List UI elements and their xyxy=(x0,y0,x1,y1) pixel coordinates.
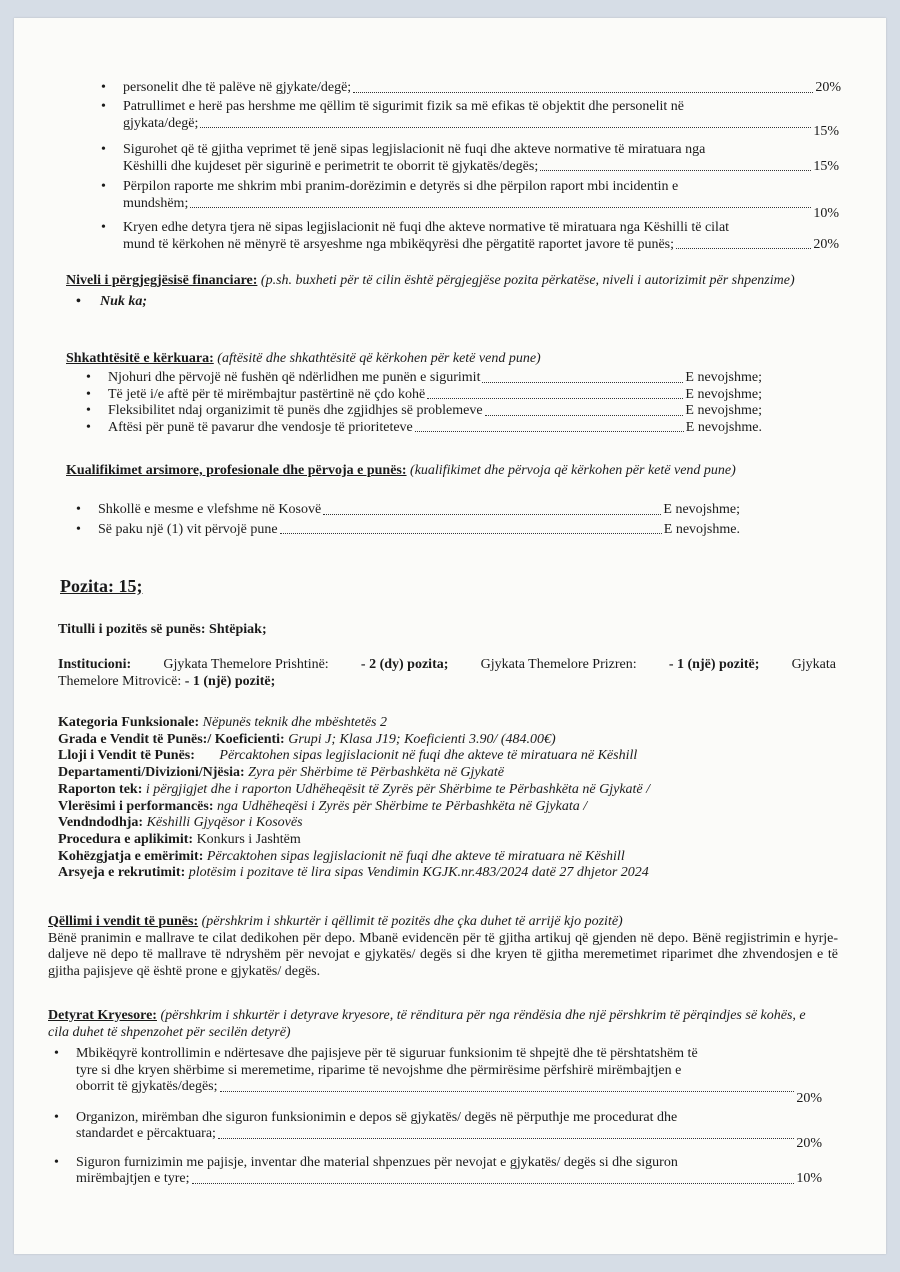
detail-label: Raporton tek: xyxy=(58,781,143,797)
dot-leader xyxy=(415,431,684,432)
requirement: E nevojshme; xyxy=(685,370,762,385)
skills-section xyxy=(66,351,806,367)
detail-value: Përcaktohen sipas legjislacionit në fuqi dhe akteve të miratuara në Këshill xyxy=(219,748,638,764)
list-item xyxy=(123,142,839,175)
purpose-section xyxy=(48,914,838,980)
list-item-line xyxy=(98,502,740,519)
dot-leader xyxy=(323,514,661,515)
detail-row xyxy=(58,799,818,816)
detail-row xyxy=(58,865,818,882)
list-item-text: • Fleksibilitet ndaj organizimit të punës dhe zgjidhjes së problemeve xyxy=(108,403,483,418)
institution-count-1: - 2 (dy) pozita; xyxy=(360,657,449,672)
list-item xyxy=(108,420,762,437)
job-title: Titulli i pozitës së punës: Shtëpiak; xyxy=(58,622,267,637)
percentage: 20% xyxy=(796,1091,822,1106)
institution-court-2: Gjykata Themelore Prizren: xyxy=(480,657,637,672)
duties-list xyxy=(76,1046,822,1188)
list-item-text: standardet e përcaktuara; xyxy=(76,1126,216,1141)
qualifications-section xyxy=(66,463,856,479)
detail-label: Kategoria Funksionale: xyxy=(58,715,200,730)
list-item-text: • Siguron furnizimin me pajisje, inventar dhe material shpenzues për nevojat e gjykatës/ degës si dhe siguron xyxy=(76,1154,678,1170)
institution-line-1 xyxy=(58,656,836,673)
list-item xyxy=(98,522,740,539)
list-item-text: mund të kërkohen në mënyrë të arsyeshme nga mbikëqyrësi dhe përgatitë raportet javore të punës; xyxy=(123,236,674,252)
list-item xyxy=(123,99,839,139)
percentage: 10% xyxy=(796,1171,822,1186)
top-duties-list xyxy=(123,80,841,97)
list-item-line xyxy=(76,1171,822,1188)
list-item-line xyxy=(108,403,762,420)
section-note: (aftësitë dhe shkathtësitë që kërkohen për ketë vend pune) xyxy=(217,351,541,366)
section-heading: Qëllimi i vendit të punës: xyxy=(48,914,199,929)
list-item-text: oborrit të gjykatës/degës; xyxy=(76,1079,218,1094)
section-note: (përshkrim i shkurtër i qëllimit të pozitës dhe çka duhet të arrijë kjo pozitë) xyxy=(201,914,623,929)
percentage: 20% xyxy=(813,236,839,252)
list-item xyxy=(76,1109,822,1151)
section-note: (p.sh. buxheti për të cilin është përgjegjëse pozita përkatëse, niveli i autorizimit për shpenzime) xyxy=(260,273,795,288)
detail-label: Arsyeja e rekrutimit: xyxy=(58,865,186,881)
dot-leader xyxy=(218,1138,794,1139)
duties-section xyxy=(48,1008,808,1041)
position-title: Pozita: 15; xyxy=(60,576,143,596)
percentage: 15% xyxy=(813,158,839,174)
list-item-line xyxy=(123,237,839,254)
list-item-line xyxy=(108,370,762,387)
list-item-line xyxy=(108,420,762,437)
detail-label: Vlerësimi i performancës: xyxy=(58,798,214,814)
dot-leader xyxy=(192,1183,795,1184)
list-item-text: • Shkollë e mesme e vlefshme në Kosovë xyxy=(98,502,322,517)
list-item xyxy=(98,502,740,519)
list-item-text: • personelit dhe të palëve në gjykate/degë; xyxy=(123,80,352,95)
list-item-text: • Aftësi për punë të pavarur dhe vendosje të prioriteteve xyxy=(108,419,413,435)
percentage: 20% xyxy=(815,80,841,95)
section-note: (kualifikimet dhe përvoja që kërkohen për ketë vend pune) xyxy=(410,463,736,478)
dot-leader xyxy=(485,415,684,416)
detail-value: Nëpunës teknik dhe mbështetës 2 xyxy=(202,715,387,730)
dot-leader xyxy=(676,248,811,249)
list-item-text: • Të jetë i/e aftë për të mirëmbajtur pastërtinë në çdo kohë xyxy=(108,386,426,402)
list-item xyxy=(76,1155,822,1188)
list-item-line xyxy=(123,159,839,176)
list-item-text: • Kryen edhe detyra tjera në sipas legjislacionit në fuqi dhe akteve normative të miratuara nga Këshilli të cilat xyxy=(123,220,730,235)
list-item-text: • Sigurohet që të gjitha veprimet të jenë sipas legjislacionit në fuqi dhe akteve normative të miratuara nga xyxy=(123,142,706,157)
detail-value: plotësim i pozitave të lira sipas Vendimin KGJK.nr.483/2024 datë 27 dhjetor 2024 xyxy=(188,865,649,881)
list-item-line xyxy=(98,522,740,539)
dot-leader xyxy=(353,92,813,93)
detail-label: Procedura e aplikimit: xyxy=(58,831,194,847)
document-body xyxy=(14,18,886,1254)
list-item-text: tyre si dhe kryen shërbime si meremetime, riparime të nevojshme dhe përmirësime përfshirë mirëmbajtjen e xyxy=(76,1062,682,1078)
position-details xyxy=(58,715,818,882)
list-item-text: • Përpilon raporte me shkrim mbi pranim-dorëzimin e detyrës si dhe përpilon raport mbi incidentin e xyxy=(123,179,679,194)
list-item xyxy=(123,179,839,221)
institution-court-3-cont: Themelore Mitrovicë: xyxy=(58,674,182,689)
financial-section xyxy=(66,273,846,310)
institution xyxy=(58,656,836,690)
percentage: 15% xyxy=(813,123,839,139)
list-item-text: Këshilli dhe kujdeset për sigurinë e perimetrit te oborrit të gjykatës/degës; xyxy=(123,158,539,174)
list-item-line xyxy=(108,387,762,404)
detail-value: Zyra për Shërbime të Përbashkëta në Gjykatë xyxy=(248,765,504,781)
list-item-line xyxy=(76,1079,822,1106)
list-item-text: mundshëm; xyxy=(123,195,189,211)
dot-leader xyxy=(482,382,683,383)
institution-count-2: - 1 (një) pozitë; xyxy=(668,657,760,672)
percentage: 10% xyxy=(813,205,839,221)
financial-item-text: Nuk ka; xyxy=(100,294,148,309)
list-item xyxy=(108,370,762,387)
list-item-text: • Mbikëqyrë kontrollimin e ndërtesave dhe pajisjeve për të siguruar funksionim të shpejtë dhe të përshtatshëm të xyxy=(76,1046,698,1061)
qualifications-list xyxy=(98,502,740,538)
list-item-text: • Patrullimet e herë pas hershme me qëllim të sigurimit fizik sa më efikas të objektit dhe personelit në xyxy=(123,99,685,114)
section-heading: Detyrat Kryesore: xyxy=(48,1008,157,1023)
list-item-text: • Organizon, mirëmban dhe siguron funksionimin e depos së gjykatës/ degës në përputhje me procedurat dhe xyxy=(76,1109,678,1125)
purpose-text: Bënë pranimin e mallrave te cilat dedikohen për depo. Mbanë evidencën për të gjitha artikuj që gjenden në depo. Bënë regjistrimin e hyrje-daljeve në depo të mallrave të ndryshëm për nevojat e gjykatës/ degës si dhe kryen të gjitha meremetimet riparimet dhe zhvendosjen e të gjitha pajisjeve që është prone e gjykatës/ degës. xyxy=(48,930,838,979)
detail-value: nga Udhëheqësi i Zyrës për Shërbime te Përbashkëta në Gjykata / xyxy=(217,798,588,814)
list-item-text: • Njohuri dhe përvojë në fushën që ndërlidhen me punën e sigurimit xyxy=(108,370,481,385)
dot-leader xyxy=(280,533,662,534)
list-item xyxy=(123,220,839,253)
requirement: E nevojshme. xyxy=(663,521,740,537)
detail-row xyxy=(58,765,818,782)
detail-label: Vendndodhja: xyxy=(58,815,144,831)
list-item xyxy=(76,1046,822,1106)
detail-row xyxy=(58,832,818,849)
institution-line-2 xyxy=(58,673,836,690)
financial-item xyxy=(66,294,846,310)
requirement: E nevojshme; xyxy=(663,502,740,517)
section-heading: Shkathtësitë e kërkuara: xyxy=(66,351,214,366)
requirement: E nevojshme; xyxy=(685,403,762,418)
list-item-line xyxy=(76,1126,822,1151)
section-note: (përshkrim i shkurtër i detyrave kryesore, të rënditura për nga rëndësia dhe një përshkrim të përqindjes së kohës, e cila duhet të shpenzohet për secilën detyrë) xyxy=(48,1008,806,1040)
list-item-text: • Së paku një (1) vit përvojë pune xyxy=(98,521,278,537)
dot-leader xyxy=(200,127,811,128)
dot-leader xyxy=(427,398,683,399)
skills-list xyxy=(108,370,762,436)
dot-leader xyxy=(220,1091,795,1092)
detail-label: Departamenti/Divizioni/Njësia: xyxy=(58,765,245,781)
percentage: 20% xyxy=(796,1136,822,1151)
institution-court-3: Gjykata xyxy=(791,657,836,672)
top-duties-bullets xyxy=(123,99,839,253)
dot-leader xyxy=(190,207,811,208)
detail-value: Përcaktohen sipas legjislacionit në fuqi dhe akteve të miratuara në Këshill xyxy=(206,848,625,864)
detail-value: Grupi J; Klasa J19; Koeficienti 3.90/ (484.00€) xyxy=(288,731,556,747)
list-item-line xyxy=(123,80,841,97)
list-item xyxy=(108,387,762,404)
section-heading: Niveli i përgjegjësisë financiare: xyxy=(66,273,258,288)
detail-row xyxy=(58,715,818,732)
detail-row xyxy=(58,815,818,832)
list-item xyxy=(123,80,841,97)
institution-count-3: - 1 (një) pozitë; xyxy=(184,674,276,689)
requirement: E nevojshme; xyxy=(685,386,762,402)
list-item-line xyxy=(123,115,839,139)
detail-row xyxy=(58,849,818,866)
detail-row xyxy=(58,748,818,765)
section-heading: Kualifikimet arsimore, profesionale dhe përvoja e punës: xyxy=(66,463,407,478)
detail-row xyxy=(58,782,818,799)
dot-leader xyxy=(540,170,811,171)
detail-label: Lloji i Vendit të Punës: xyxy=(58,748,195,764)
requirement: E nevojshme. xyxy=(685,419,762,435)
detail-value: Këshilli Gjyqësor i Kosovës xyxy=(146,815,303,831)
institution-label: Institucioni: xyxy=(58,657,132,672)
list-item xyxy=(108,403,762,420)
detail-value: i përgjigjet dhe i raporton Udhëheqësit të Zyrës për Shërbime te Përbashkëta në Gjykatë / xyxy=(145,781,651,797)
bullet-glyph: • xyxy=(76,294,81,309)
detail-label: Kohëzgjatja e emërimit: xyxy=(58,848,204,864)
list-item-text: gjykata/degë; xyxy=(123,115,199,131)
detail-row xyxy=(58,732,818,749)
detail-label: Grada e Vendit të Punës:/ Koeficienti: xyxy=(58,731,285,747)
institution-court-1: Gjykata Themelore Prishtinë: xyxy=(163,657,329,672)
document-page xyxy=(14,18,886,1254)
list-item-text: mirëmbajtjen e tyre; xyxy=(76,1171,190,1186)
list-item-line xyxy=(123,195,839,221)
detail-value: Konkurs i Jashtëm xyxy=(196,831,301,847)
